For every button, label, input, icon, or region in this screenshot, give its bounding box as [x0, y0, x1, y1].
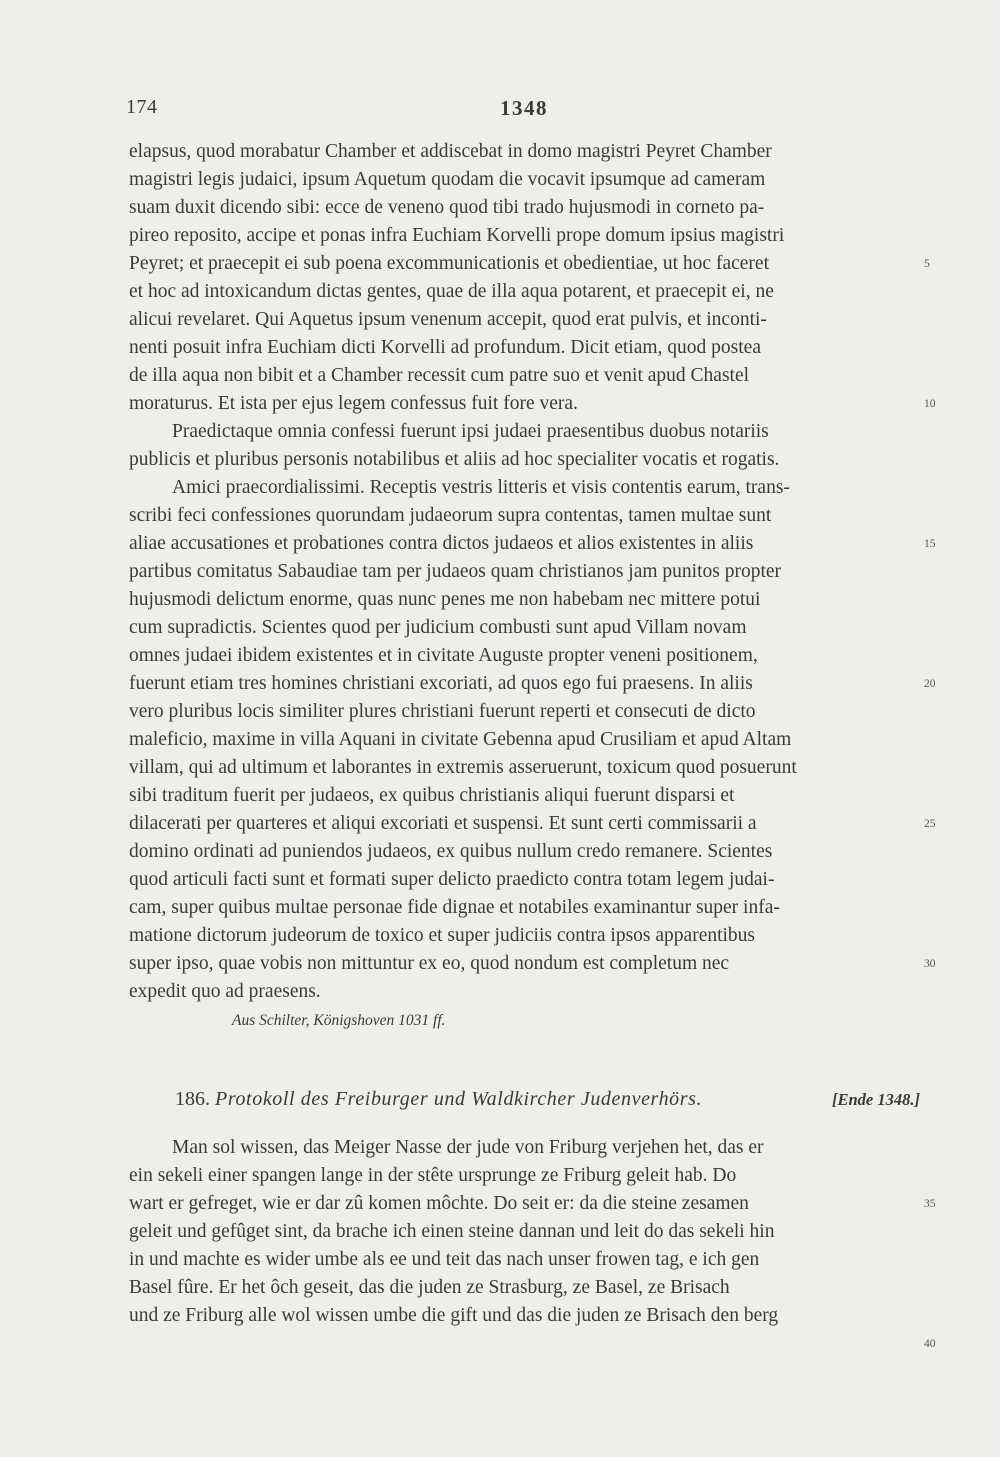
text-line: dilacerati per quarteres et aliqui excoriati et suspensi. Et sunt certi commissarii a	[129, 813, 757, 834]
text-line: matione dictorum judeorum de toxico et super judiciis contra ipsos apparentibus	[129, 925, 756, 946]
text-line: super ipso, quae vobis non mittuntur ex eo, quod nondum est completum nec	[129, 953, 730, 974]
line-number: 25	[924, 818, 936, 830]
text-line: Man sol wissen, das Meiger Nasse der jude von Friburg verjehen het, das er	[172, 1137, 764, 1158]
text-line: publicis et pluribus personis notabilibus et aliis ad hoc specialiter vocatis et rogatis.	[129, 449, 780, 470]
page-header	[126, 96, 920, 126]
text-line: Basel fûre. Er het ôch geseit, das die juden ze Strasburg, ze Basel, ze Brisach	[129, 1277, 730, 1298]
text-line: de illa aqua non bibit et a Chamber recessit cum patre suo et venit apud Chastel	[129, 365, 750, 386]
line-number: 15	[924, 538, 936, 550]
line-number: 10	[924, 398, 936, 410]
text-line: omnes judaei ibidem existentes et in civitate Auguste propter veneni positionem,	[129, 645, 758, 666]
text-line: Peyret; et praecepit ei sub poena excommunicationis et obedientiae, ut hoc faceret	[129, 253, 769, 274]
text-line: fuerunt etiam tres homines christiani excoriati, ad quos ego fui praesens. In aliis	[129, 673, 753, 694]
text-line: cam, super quibus multae personae fide dignae et notabiles examinantur super infa-	[129, 897, 780, 918]
text-line: partibus comitatus Sabaudiae tam per judaeos quam christianos jam punitos propter	[129, 561, 782, 582]
text-line: moraturus. Et ista per ejus legem confessus fuit fore vera.	[129, 393, 578, 414]
text-line: expedit quo ad praesens.	[129, 981, 321, 1002]
text-line: elapsus, quod morabatur Chamber et addiscebat in domo magistri Peyret Chamber	[129, 141, 772, 162]
text-line: Praedictaque omnia confessi fuerunt ipsi judaei praesentibus duobus notariis	[172, 421, 769, 442]
text-line: und ze Friburg alle wol wissen umbe die gift und das die juden ze Brisach den berg	[129, 1305, 779, 1326]
text-line: domino ordinati ad puniendos judaeos, ex quibus nullum credo remanere. Scientes	[129, 841, 773, 862]
line-number: 40	[924, 1338, 936, 1350]
document-heading	[175, 1088, 920, 1116]
text-line: et hoc ad intoxicandum dictas gentes, quae de illa aqua potarent, et praecepit ei, ne	[129, 281, 774, 302]
line-number: 5	[924, 258, 930, 270]
text-line: geleit und gefûget sint, da brache ich einen steine dannan und leit do das sekeli hin	[129, 1221, 775, 1242]
text-line: maleficio, maxime in villa Aquani in civitate Gebenna apud Crusiliam et apud Altam	[129, 729, 792, 750]
line-number: 20	[924, 678, 936, 690]
text-line: villam, qui ad ultimum et laborantes in extremis asseruerunt, toxicum quod posuerunt	[129, 757, 797, 778]
text-line: sibi traditum fuerit per judaeos, ex quibus christianis aliqui fuerunt disparsi et	[129, 785, 735, 806]
text-line: quod articuli facti sunt et formati super delicto praedicto contra totam legem judai-	[129, 869, 775, 890]
text-line: cum supradictis. Scientes quod per judicium combusti sunt apud Villam novam	[129, 617, 747, 638]
page-number: 174	[126, 96, 158, 118]
text-line: pireo reposito, accipe et ponas infra Euchiam Korvelli prope domum ipsius magistri	[129, 225, 785, 246]
text-line: Amici praecordialissimi. Receptis vestris litteris et visis contentis earum, trans-	[172, 477, 790, 498]
text-line: suam duxit dicendo sibi: ecce de veneno quod tibi trado hujusmodi in corneto pa-	[129, 197, 765, 218]
text-line: aliae accusationes et probationes contra dictos judaeos et alios existentes in aliis	[129, 533, 754, 554]
text-line: vero pluribus locis similiter plures christiani fuerunt reperti et consecuti de dicto	[129, 701, 756, 722]
text-line: scribi feci confessiones quorundam judaeorum supra contentas, tamen multae sunt	[129, 505, 772, 526]
document-date: [Ende 1348.]	[832, 1090, 920, 1109]
text-line: hujusmodi delictum enorme, quas nunc penes me non habebam nec mittere potui	[129, 589, 761, 610]
document-number: 186.	[175, 1088, 210, 1110]
text-line: in und machte es wider umbe als ee und teit das nach unser frowen tag, e ich gen	[129, 1249, 760, 1270]
text-line: ein sekeli einer spangen lange in der stête ursprunge ze Friburg geleit hab. Do	[129, 1165, 737, 1186]
text-line: magistri legis judaici, ipsum Aquetum quodam die vocavit ipsumque ad cameram	[129, 169, 766, 190]
source-citation: Aus Schilter, Königshoven 1031 ff.	[232, 1012, 446, 1029]
text-line: alicui revelaret. Qui Aquetus ipsum venenum accepit, quod erat pulvis, et inconti-	[129, 309, 767, 330]
line-number: 30	[924, 958, 936, 970]
year-heading: 1348	[500, 96, 548, 120]
document-title: Protokoll des Freiburger und Waldkircher Judenverhörs.	[215, 1088, 703, 1110]
line-number: 35	[924, 1198, 936, 1210]
text-line: nenti posuit infra Euchiam dicti Korvelli ad profundum. Dicit etiam, quod postea	[129, 337, 761, 358]
text-line: wart er gefreget, wie er dar zû komen môchte. Do seit er: da die steine zesamen	[129, 1193, 749, 1214]
